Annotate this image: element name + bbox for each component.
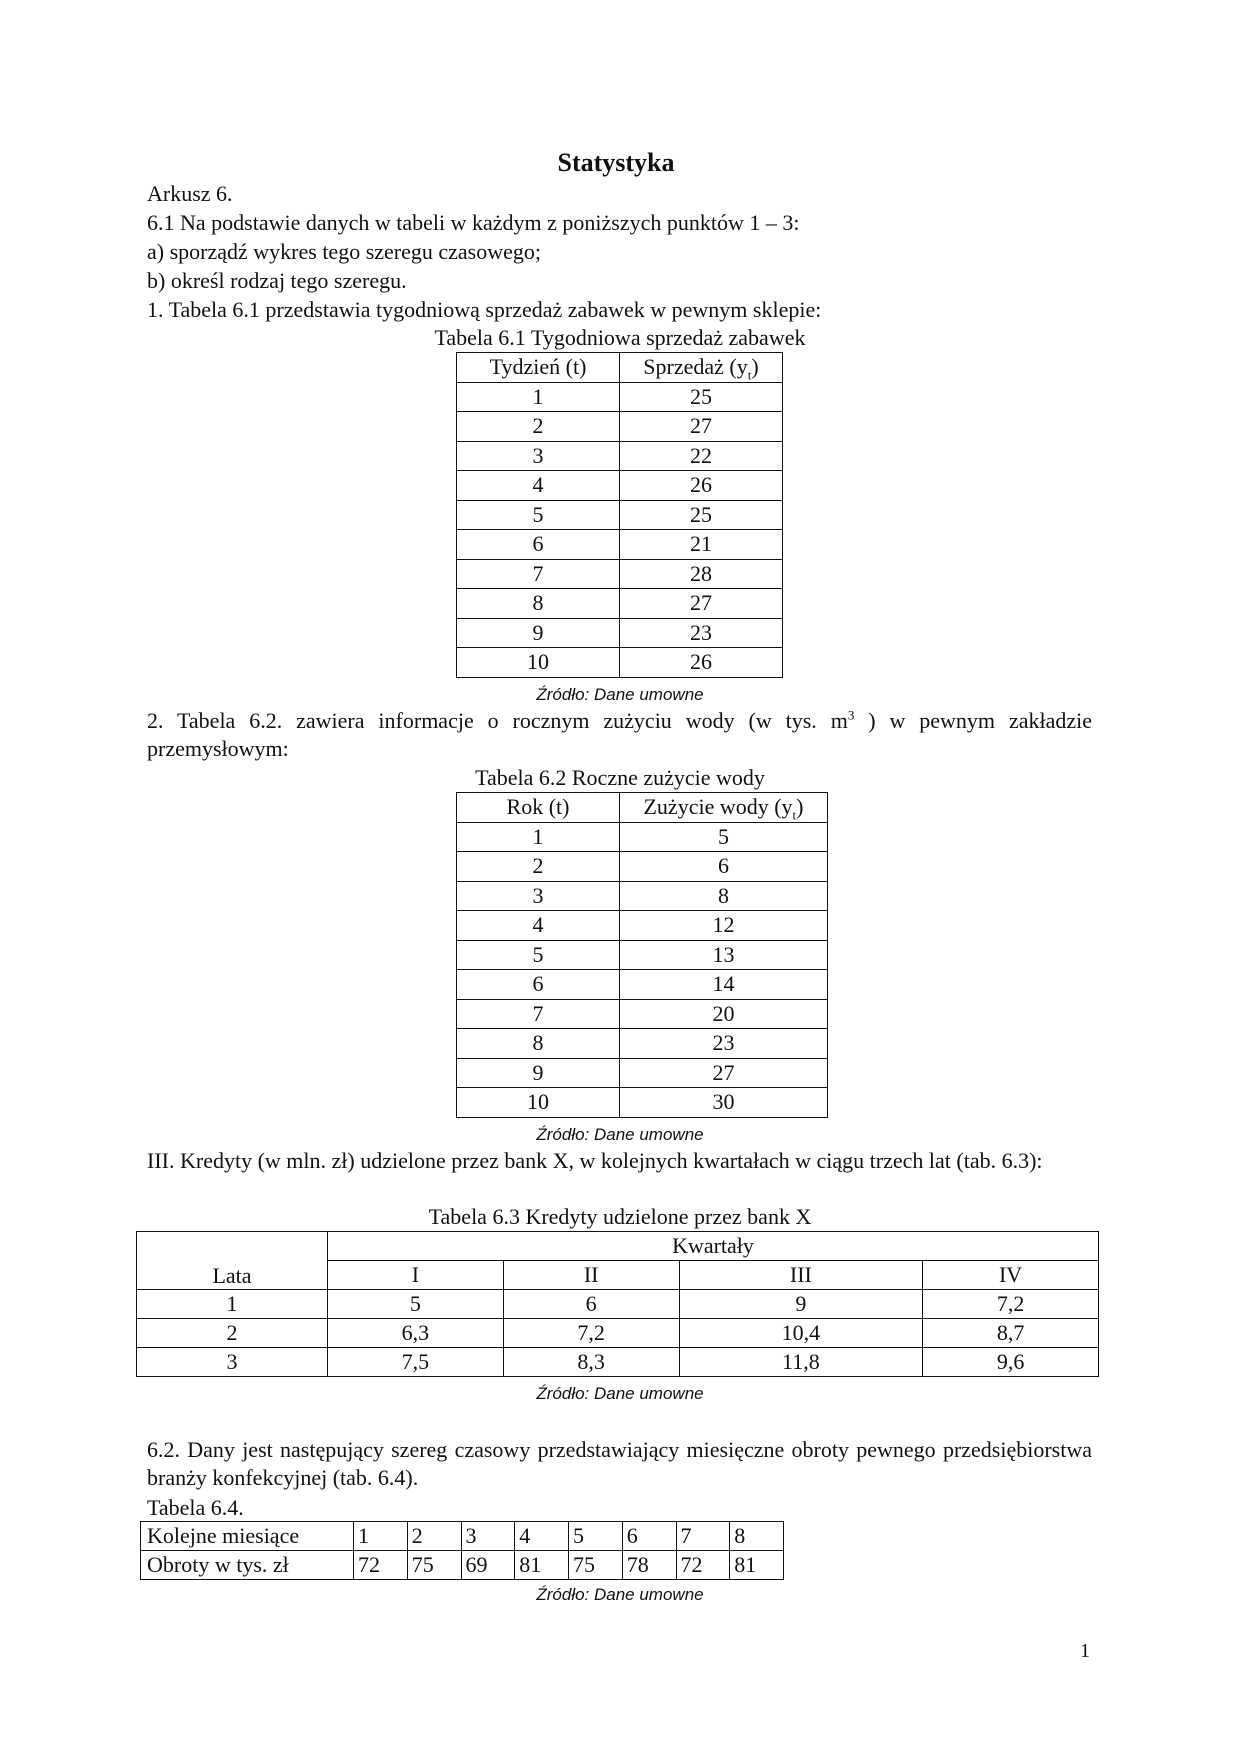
table-cell-month: 3 bbox=[461, 1522, 515, 1551]
page-number: 1 bbox=[1080, 1640, 1090, 1662]
table-cell-credit: 5 bbox=[328, 1290, 504, 1319]
table-6-3-caption: Tabela 6.3 Kredyty udzielone przez bank X bbox=[428, 1204, 812, 1229]
table-row bbox=[457, 1088, 828, 1118]
table-cell-credit: 6 bbox=[503, 1290, 679, 1319]
item-3-text: III. Kredyty (w mln. zł) udzielone przez bank X, w kolejnych kwartałach w ciągu trzech lat (tab. 6.3): bbox=[147, 1148, 1043, 1173]
table-row bbox=[457, 822, 828, 852]
table-row bbox=[457, 881, 828, 911]
table-cell-period: 9 bbox=[457, 1058, 620, 1088]
table-6-1-source: Źródło: Dane umowne bbox=[536, 685, 704, 704]
table-cell-period: 7 bbox=[457, 559, 620, 589]
table-6-4 bbox=[140, 1521, 784, 1580]
header-quarter: II bbox=[503, 1261, 679, 1290]
task-6-2-text: 6.2. Dany jest następujący szereg czasowy przedstawiający miesięczne obroty pewnego przedsiębiorstwa branży konfekcyjnej (tab. 6.4). bbox=[147, 1437, 1092, 1490]
page-title: Statystyka bbox=[557, 148, 675, 177]
item-2-text-main: 2. Tabela 6.2. zawiera informacje o rocznym zużyciu wody (w tys. m bbox=[147, 708, 848, 733]
header-water-usage bbox=[620, 793, 828, 823]
table-row bbox=[137, 1290, 1099, 1319]
row-label-turnover: Obroty w tys. zł bbox=[141, 1551, 354, 1580]
table-row bbox=[137, 1319, 1099, 1348]
table-cell-period: 10 bbox=[457, 648, 620, 678]
table-6-2-source: Źródło: Dane umowne bbox=[536, 1125, 704, 1144]
table-cell-period: 3 bbox=[457, 441, 620, 471]
table-cell-period: 2 bbox=[457, 412, 620, 442]
table-row bbox=[457, 999, 828, 1029]
table-cell-value: 27 bbox=[620, 1058, 828, 1088]
table-cell-value: 23 bbox=[620, 1029, 828, 1059]
table-cell-turnover: 72 bbox=[354, 1551, 408, 1580]
header-quarters: Kwartały bbox=[328, 1232, 1099, 1261]
table-cell-year: 1 bbox=[137, 1290, 328, 1319]
header-quarter: III bbox=[679, 1261, 923, 1290]
header-week: Tydzień (t) bbox=[457, 353, 620, 383]
table-cell-credit: 10,4 bbox=[679, 1319, 923, 1348]
table-cell-period: 5 bbox=[457, 940, 620, 970]
table-row bbox=[457, 412, 783, 442]
table-cell-value: 6 bbox=[620, 852, 828, 882]
table-cell-value: 5 bbox=[620, 822, 828, 852]
table-row bbox=[457, 618, 783, 648]
table-6-4-source: Źródło: Dane umowne bbox=[536, 1585, 704, 1604]
table-cell-period: 4 bbox=[457, 471, 620, 501]
table-group-header-row bbox=[137, 1232, 1099, 1261]
table-row bbox=[457, 382, 783, 412]
table-cell-value: 27 bbox=[620, 412, 783, 442]
table-cell-credit: 9 bbox=[679, 1290, 923, 1319]
header-water-close: ) bbox=[796, 794, 804, 820]
table-cell-credit: 7,2 bbox=[503, 1319, 679, 1348]
header-sales-text: Sprzedaż (y bbox=[643, 354, 748, 380]
header-sales bbox=[620, 353, 783, 383]
table-6-3 bbox=[136, 1231, 1099, 1377]
table-cell-period: 3 bbox=[457, 881, 620, 911]
header-water-text: Zużycie wody (y bbox=[643, 794, 793, 820]
table-cell-credit: 8,7 bbox=[923, 1319, 1099, 1348]
table-cell-year: 3 bbox=[137, 1348, 328, 1377]
table-row bbox=[457, 648, 783, 678]
table-cell-period: 1 bbox=[457, 382, 620, 412]
table-cell-value: 25 bbox=[620, 382, 783, 412]
item-1-text: 1. Tabela 6.1 przedstawia tygodniową sprzedaż zabawek w pewnym sklepie: bbox=[147, 297, 822, 322]
header-years: Lata bbox=[137, 1232, 328, 1290]
header-quarter: I bbox=[328, 1261, 504, 1290]
table-row bbox=[457, 589, 783, 619]
table-cell-month: 1 bbox=[354, 1522, 408, 1551]
table-cell-turnover: 69 bbox=[461, 1551, 515, 1580]
row-label-months: Kolejne miesiące bbox=[141, 1522, 354, 1551]
table-cell-value: 26 bbox=[620, 471, 783, 501]
table-row bbox=[457, 500, 783, 530]
task-6-1-intro: 6.1 Na podstawie danych w tabeli w każdym z poniższych punktów 1 – 3: bbox=[147, 210, 800, 235]
table-cell-month: 4 bbox=[515, 1522, 569, 1551]
table-cell-value: 30 bbox=[620, 1088, 828, 1118]
table-6-3-source: Źródło: Dane umowne bbox=[536, 1384, 704, 1403]
header-sales-subscript: t bbox=[747, 367, 752, 383]
table-6-1-caption: Tabela 6.1 Tygodniowa sprzedaż zabawek bbox=[434, 325, 806, 350]
item-2-text bbox=[147, 707, 1092, 763]
table-cell-period: 7 bbox=[457, 999, 620, 1029]
table-row-turnover bbox=[141, 1551, 784, 1580]
table-row bbox=[457, 530, 783, 560]
table-row bbox=[457, 911, 828, 941]
table-cell-value: 25 bbox=[620, 500, 783, 530]
table-cell-month: 7 bbox=[676, 1522, 730, 1551]
header-sales-close: ) bbox=[751, 354, 759, 380]
table-cell-value: 21 bbox=[620, 530, 783, 560]
table-cell-value: 14 bbox=[620, 970, 828, 1000]
table-cell-credit: 11,8 bbox=[679, 1348, 923, 1377]
table-header-row bbox=[457, 793, 828, 823]
table-cell-value: 20 bbox=[620, 999, 828, 1029]
table-cell-credit: 7,2 bbox=[923, 1290, 1099, 1319]
table-cell-period: 10 bbox=[457, 1088, 620, 1118]
table-cell-value: 8 bbox=[620, 881, 828, 911]
table-cell-month: 6 bbox=[622, 1522, 676, 1551]
table-cell-period: 8 bbox=[457, 589, 620, 619]
table-cell-value: 22 bbox=[620, 441, 783, 471]
table-6-2 bbox=[456, 792, 828, 1118]
table-cell-credit: 6,3 bbox=[328, 1319, 504, 1348]
table-row bbox=[457, 559, 783, 589]
table-cell-turnover: 72 bbox=[676, 1551, 730, 1580]
table-cell-turnover: 78 bbox=[622, 1551, 676, 1580]
header-quarter: IV bbox=[923, 1261, 1099, 1290]
table-row-months bbox=[141, 1522, 784, 1551]
table-row bbox=[457, 441, 783, 471]
table-cell-credit: 9,6 bbox=[923, 1348, 1099, 1377]
task-6-1-b: b) określ rodzaj tego szeregu. bbox=[147, 268, 407, 293]
table-cell-period: 2 bbox=[457, 852, 620, 882]
table-6-1 bbox=[456, 352, 783, 678]
table-6-2-caption: Tabela 6.2 Roczne zużycie wody bbox=[475, 765, 765, 790]
table-cell-month: 5 bbox=[569, 1522, 623, 1551]
table-row bbox=[457, 1029, 828, 1059]
table-cell-period: 6 bbox=[457, 970, 620, 1000]
item-2-text-end: ) w pewnym zakładzie przemysłowym: bbox=[147, 708, 1093, 761]
table-cell-month: 2 bbox=[407, 1522, 461, 1551]
table-cell-value: 28 bbox=[620, 559, 783, 589]
table-cell-turnover: 81 bbox=[515, 1551, 569, 1580]
table-cell-turnover: 81 bbox=[730, 1551, 784, 1580]
task-6-1-a: a) sporządź wykres tego szeregu czasowego; bbox=[147, 239, 541, 264]
table-cell-period: 9 bbox=[457, 618, 620, 648]
table-cell-credit: 7,5 bbox=[328, 1348, 504, 1377]
table-row bbox=[457, 852, 828, 882]
table-cell-month: 8 bbox=[730, 1522, 784, 1551]
table-cell-period: 4 bbox=[457, 911, 620, 941]
sheet-label: Arkusz 6. bbox=[147, 181, 233, 206]
table-cell-turnover: 75 bbox=[569, 1551, 623, 1580]
table-row bbox=[457, 471, 783, 501]
item-2-superscript: 3 bbox=[847, 707, 855, 723]
table-cell-value: 13 bbox=[620, 940, 828, 970]
table-cell-period: 1 bbox=[457, 822, 620, 852]
table-cell-year: 2 bbox=[137, 1319, 328, 1348]
header-water-subscript: t bbox=[792, 807, 797, 823]
table-row bbox=[457, 940, 828, 970]
header-year: Rok (t) bbox=[457, 793, 620, 823]
table-header-row bbox=[457, 353, 783, 383]
table-row bbox=[457, 970, 828, 1000]
table-cell-period: 8 bbox=[457, 1029, 620, 1059]
table-cell-turnover: 75 bbox=[407, 1551, 461, 1580]
table-cell-period: 6 bbox=[457, 530, 620, 560]
table-cell-value: 27 bbox=[620, 589, 783, 619]
table-cell-credit: 8,3 bbox=[503, 1348, 679, 1377]
table-cell-value: 23 bbox=[620, 618, 783, 648]
table-6-4-caption: Tabela 6.4. bbox=[147, 1495, 244, 1520]
table-row bbox=[137, 1348, 1099, 1377]
table-row bbox=[457, 1058, 828, 1088]
table-cell-period: 5 bbox=[457, 500, 620, 530]
table-cell-value: 26 bbox=[620, 648, 783, 678]
table-cell-value: 12 bbox=[620, 911, 828, 941]
